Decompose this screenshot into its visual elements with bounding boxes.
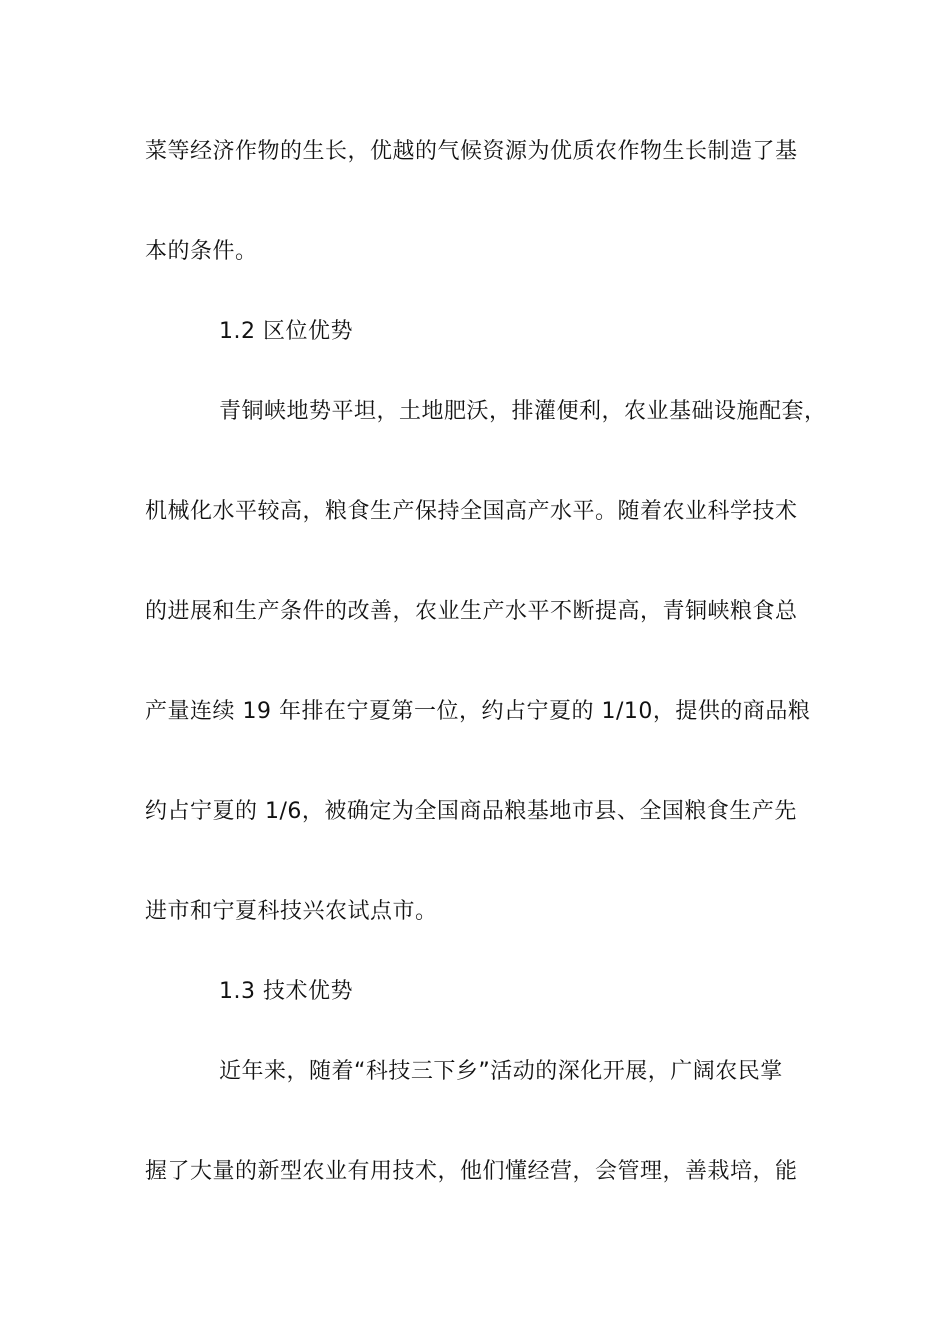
paragraph-line: 的进展和生产条件的改善，农业生产水平不断提高，青铜峡粮食总 [145,599,798,624]
paragraph-line: 青铜峡地势平坦，土地肥沃，排灌便利，农业基础设施配套， [219,399,827,424]
section-heading: 1.3 技术优势 [219,979,353,1004]
paragraph-line: 机械化水平较高，粮食生产保持全国高产水平。随着农业科学技术 [145,499,798,524]
paragraph-line: 近年来，随着“科技三下乡”活动的深化开展，广阔农民掌 [219,1059,783,1084]
paragraph-line: 握了大量的新型农业有用技术，他们懂经营，会管理，善栽培，能 [145,1159,798,1184]
paragraph-line: 约占宁夏的 1/6，被确定为全国商品粮基地市县、全国粮食生产先 [145,799,797,824]
paragraph-line: 产量连续 19 年排在宁夏第一位，约占宁夏的 1/10，提供的商品粮 [145,699,811,724]
paragraph-line: 进市和宁夏科技兴农试点市。 [145,899,438,924]
paragraph-line: 本的条件。 [145,239,258,264]
paragraph-line: 菜等经济作物的生长，优越的气候资源为优质农作物生长制造了基 [145,139,798,164]
section-heading: 1.2 区位优势 [219,319,353,344]
